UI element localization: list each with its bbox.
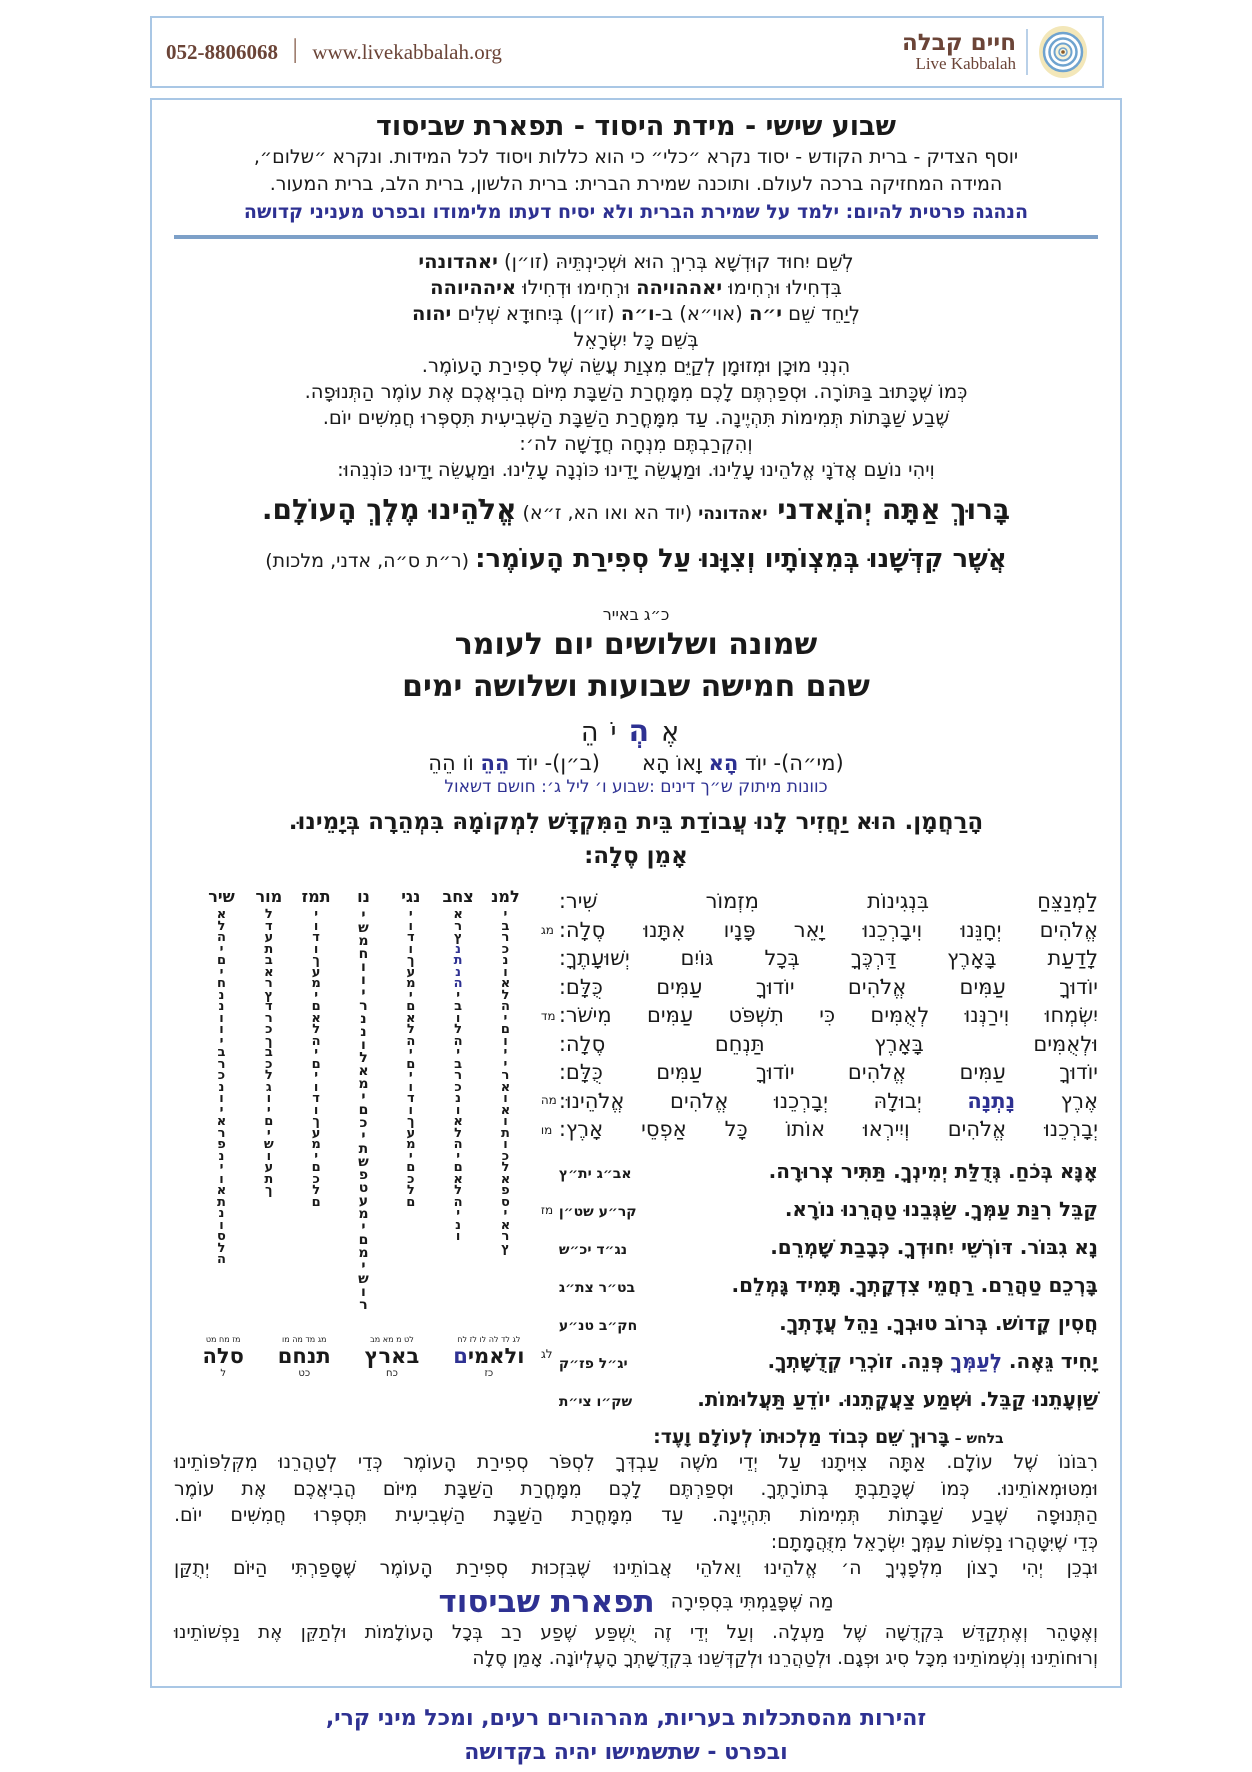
holy-name-acronym: אב״ג ית״ץ: [558, 1165, 632, 1182]
holy-name-acronym: בט״ר צת״ג: [558, 1279, 636, 1296]
menorah-branch: א ר ץ נ ת נ ה י ב ו ל ה י ב ר כ נ ו א ל ה י ם א ל ה י נ ו: [453, 907, 463, 1244]
leshem-line6: כְּמוֹ שֶׁכָּתוּב בַּתּוֹרָה. וּסְפַרְתֶּם לָכֶם מִמָּחֳרַת הַשַּׁבָּת מִיּוֹם הֲבִיאֲכֶם אֶת עוֹמֶר הַתְּנוּפָה.: [304, 380, 968, 403]
divine-name: ו״ה: [620, 302, 655, 325]
daily-practice-note: הנהגה פרטית להיום: ילמד על שמירת הברית ולא יסיח דעתו מלימודו ובפרט מעניני קדושה: [243, 201, 1029, 223]
highlighted-letter: הְ: [628, 714, 662, 749]
ana-bekoach-line: קַבֵּל רִנַּת עַמְּךָ. שַׂגְּבֵנוּ טַהֲרֵנוּ נוֹרָא. קר״ע שט״ן: [559, 1192, 1098, 1230]
margin-count-letter: לג: [540, 1347, 553, 1361]
menorah-header: צחב: [442, 887, 474, 906]
brand-text: [902, 31, 1016, 73]
ribono-line: וּמִטּוּמְאוֹתֵינוּ. כְּמוֹ שֶׁכָּתַבְתָּ בְּתוֹרָתֶךָ. וּסְפַרְתֶּם לָכֶם מִמָּחֳרַת הַשַּׁבָּת מִיּוֹם הֲבִיאֲכֶם אֶת עוֹמֶר: [174, 1477, 1098, 1500]
psalm-verse-highlighted: אֶרֶץ נָתְנָה יְבוּלָהּ יְבָרְכֵנוּ אֱלֹהִים אֱלֹהֵינוּ:: [558, 1088, 1098, 1113]
whisper-line: בלחש – בָּרוּךְ שֵׁם כְּבוֹד מַלְכוּתוֹ לְעוֹלָם וָעֶד:: [653, 1425, 1004, 1448]
closing-prayer: [174, 1620, 1098, 1672]
holy-name-acronym: יג״ל פז״ק: [558, 1355, 628, 1372]
psalm-verse: יִשְׂמְחוּ וִירַנְּנוּ לְאֻמִּים כִּי תִשְׁפֹּט עַמִּים מִישֹׁר:: [558, 1003, 1098, 1027]
divine-name: יאהדונהי: [698, 504, 768, 524]
psalm-verse: אֱלֹהִים יְחָנֵּנוּ וִיבָרְכֵנוּ יָאֵר פָּנָיו אִתָּנוּ סֶלָה:: [558, 917, 1098, 942]
closing-line: וְאֶטָּהֵר וְאֶתְקַדֵּשׁ בִּקְדֻשָּׁה שֶׁל מַעְלָה. וְעַל יְדֵי זֶה יֻשְׁפַּע שֶׁפַע רַב בְּכָל הָעוֹלָמוֹת וּלְתַקֵּן אֶת נַפְשׁוֹתֵינוּ: [174, 1621, 1098, 1643]
hebrew-date: כ״ג באייר: [602, 605, 670, 624]
divine-name: י״ה: [748, 302, 782, 325]
section-divider: [174, 235, 1098, 239]
footer-line1: זהירות מהסתכלות בעריות, מהרהורים רעים, ומכל מיני קרי,: [325, 1706, 927, 1731]
holy-name-acronym: שק״ו צי״ת: [558, 1393, 633, 1410]
menorah-branch: ל ד ע ת ב א ר ץ ד ר כ ך ב כ ל ג ו י ם י ש ו ע ת ך: [263, 907, 274, 1198]
psalm-verse: וּלְאֻמִּים בָּאָרֶץ תַּנְחֵם סֶלָה:: [558, 1031, 1098, 1056]
holy-name-acronym: חק״ב טנ״ע: [558, 1317, 638, 1334]
contact-info: [166, 40, 502, 65]
menorah-header: נגי: [401, 887, 421, 906]
menorah-header: נו: [357, 887, 370, 906]
footer-warning: [0, 1702, 1252, 1770]
ana-bekoach-line: בָּרְכֵם טַהֲרֵם. רַחֲמֵי צִדְקָתְךָ. תָּמִיד גָּמְלֵם. בט״ר צת״ג: [559, 1268, 1098, 1306]
margin-count-letter: מז: [540, 1203, 554, 1217]
leshem-line9: וִיהִי נוֹעַם אֲדֹנָי אֱלֹהֵינוּ עָלֵינוּ. וּמַעֲשֵׂה יָדֵינוּ כּוֹנְנָה עָלֵינוּ. וּמַעֲשֵׂה יָדֵינוּ כּוֹנְנֵהוּ:: [337, 458, 935, 481]
menorah-branch: י ו ד ו ך ע מ י ם א ל ה י ם י ו ד ו ך ע מ י ם כ ל ם: [406, 907, 416, 1210]
footer-line2: ובפרט - שתשמישו יהיה בקדושה: [464, 1740, 788, 1765]
leshem-line4: בְּשֵׁם כָּל יִשְׂרָאֵל: [573, 328, 699, 351]
header: [150, 16, 1104, 88]
brand-name-english: Live Kabbalah: [915, 54, 1016, 74]
menorah-column: [174, 887, 553, 1443]
ana-bekoach-line: חֲסִין קָדוֹשׁ. בְּרוֹב טוּבְךָ. נַהֵל עֲדָתְךָ. חק״ב טנ״ע: [559, 1306, 1098, 1344]
menorah-header: תמז: [301, 887, 331, 906]
menorah-branch: א ל ה י ם י ח נ נ ו ו י ב ר כ נ ו י א ר פ נ י ו א ת נ ו ס ל ה: [216, 907, 227, 1267]
margin-count-letter: מו: [540, 1123, 553, 1137]
divine-name: יהוה: [412, 302, 452, 325]
leshem-line7: שֶׁבַע שַׁבָּתוֹת תְּמִימוֹת תִּהְיֶינָה. עַד מִמָּחֳרַת הַשַּׁבָּת הַשְּׁבִיעִית תִּסְפְּרוּ חֲמִשִּׁים יוֹם.: [322, 406, 950, 429]
menorah-base-word: לט מ מא מב בארץ כח: [364, 1335, 420, 1379]
phone-number: 052-8806068: [166, 39, 278, 64]
ana-bekoach-line: נָא גִבּוֹר. דּוֹרְשֵׁי יִחוּדְךָ. כְּבָבַת שָׁמְרֵם. נג״ד יכ״ש: [559, 1230, 1098, 1268]
menorah-branch: י ו ד ו ך ע מ י ם א ל ה י ם י ו ד ו ך ע מ י ם כ ל ם: [311, 907, 321, 1210]
leshem-line1: לְשֵׁם יִחוּד קוּדְשָׁא בְּרִיךְ הוּא וּשְׁכִינְתֵּיהּ (זו״ן) יאהדונהי: [418, 250, 854, 273]
spiral-logo-icon: [1038, 25, 1088, 79]
menorah-base-word: לג לד לה לו לז לח ולאמים כז: [453, 1335, 525, 1379]
leshem-yichud-prayer: [174, 249, 1098, 483]
holy-name-acronym: נג״ד יכ״ש: [558, 1241, 628, 1258]
ribono-line: הַתְּנוּפָה שֶׁבַע שַׁבָּתוֹת תְּמִימוֹת תִּהְיֶינָה. עַד מִמָּחֳרַת הַשַּׁבָּת הַשְּׁבִיעִית תִּסְפְּרוּ חֲמִשִּׁים יוֹם.: [174, 1504, 1098, 1526]
lamnatzeach-menorah: [198, 887, 528, 1443]
margin-count-letter: מד: [540, 1009, 556, 1023]
divine-name: יאהדונהי: [418, 250, 498, 273]
menorah-branch: י ב ר כ נ ו א ל ה י ם ו י י ר א ו א ו ת ו כ ל א פ ס י א ר ץ: [500, 907, 511, 1256]
ribono-line: וּבְכֵן יְהִי רָצוֹן מִלְּפָנֶיךָ ה׳ אֱלֹהֵינוּ וֵאלֹהֵי אֲבוֹתֵינוּ שֶׁבִּזְכוּת סְפִירַת הָעוֹמֶר שֶׁסָּפַרְתִּי הַיּוֹם יְתֻקַּן: [174, 1557, 1098, 1579]
omer-blessing-line2: אֲשֶׁר קִדְּשָׁנוּ בְּמִצְוֹתָיו וְצִוָּנוּ עַל סְפִירַת הָעוֹמֶר: (ר״ת ס״ה, אדני, מלכות): [265, 544, 1007, 574]
leshem-line2: בִּדְחִילוּ וּרְחִימוּ יאההויהה וּרְחִימוּ וּדְחִילוּ איההיוהה: [430, 276, 842, 299]
menorah-base-word: מז מח מט סלה ל: [202, 1335, 244, 1379]
divine-name: איההיוהה: [430, 276, 517, 299]
menorah-title-fragments: [198, 887, 528, 906]
ana-bekoach-prayer: [559, 1154, 1098, 1456]
ana-bekoach-line: אָנָּא בְּכֹחַ. גְּדֻלַּת יְמִינְךָ. תַּתִּיר צְרוּרָה. אב״ג ית״ץ: [559, 1154, 1098, 1192]
psalm-section: [174, 887, 1098, 1448]
brand-name-hebrew: חיים קבלה: [901, 30, 1016, 56]
menorah-center-stem: י ש מ ח ו ו י ר נ נ ו ל א מ י ם כ י ת ש פ ט ע מ י ם מ י ש ו ר: [358, 907, 369, 1313]
menorah-branches: [198, 909, 528, 1329]
ana-bekoach-line: שַׁוְעָתֵנוּ קַבֵּל. וּשְׁמַע צַעֲקָתֵנוּ. יוֹדֵעַ תַּעֲלוּמוֹת. שק״ו צי״ת: [559, 1382, 1098, 1420]
sefirah-name: תפארת שביסוד: [438, 1583, 655, 1620]
sefirah-correction-line: [174, 1584, 1098, 1620]
leshem-line5: הִנְנִי מוּכָן וּמְזוּמָן לְקַיֵּם מִצְוַת עֲשֵׂה שֶׁל סְפִירַת הָעוֹמֶר.: [421, 354, 851, 377]
psalm-verse: לָדַעַת בָּאָרֶץ דַּרְכֶּךָ בְּכָל גּוֹיִם יְשׁוּעָתֶךָ:: [558, 946, 1098, 970]
omer-count-line1: שמונה ושלושים יום לעומר: [454, 627, 818, 662]
margin-count-letter: מה: [540, 1093, 557, 1107]
website-link[interactable]: www.livekabbalah.org: [312, 39, 502, 64]
ribono-shel-olam-prayer: [174, 1449, 1098, 1582]
psalm67-text-column: [540, 887, 1098, 1448]
psalm-verse: לַמְנַצֵּחַ בִּנְגִינוֹת מִזְמוֹר שִׁיר:: [558, 889, 1098, 913]
highlighted-letter: ם: [453, 1344, 468, 1368]
omer-count-line2: שהם חמישה שבועות ושלושה ימים: [402, 669, 870, 704]
margin-count-letter: מג: [540, 923, 554, 937]
brand-divider: [1026, 29, 1028, 75]
menorah-base: [198, 1335, 528, 1379]
closing-line: וְרוּחוֹתֵינוּ וְנִשְׁמוֹתֵינוּ מִכָּל סִיג וּפְגָם. וּלְטַהֲרֵנוּ וּלְקַדְּשֵׁנוּ בִּקְדֻשָּׁתְךָ הָעֶלְיוֹנָה. אָמֵן סֶלָה: [472, 1647, 1098, 1669]
divine-name: יאההויהה: [636, 276, 723, 299]
holy-name-acronym: קר״ע שט״ן: [558, 1203, 637, 1220]
highlighted-word: לְעַמְּךָ: [950, 1348, 1002, 1373]
psalm-verse: יוֹדוּךָ עַמִּים אֱלֹהִים יוֹדוּךָ עַמִּים כֻּלָּם:: [558, 974, 1098, 999]
contact-separator: ׀: [289, 39, 302, 64]
ribono-line: רִבּוֹנוֹ שֶׁל עוֹלָם. אַתָּה צִוִּיתָנוּ עַל יְדֵי מֹשֶׁה עַבְדְּךָ לִסְפֹּר סְפִירַת הָעוֹמֶר כְּדֵי לְטַהֲרֵנוּ מִקְּלִפּוֹתֵינוּ: [174, 1451, 1098, 1473]
leshem-line8: וְהִקְרַבְתֶּם מִנְחָה חֲדָשָׁה לה׳:: [519, 432, 753, 455]
highlighted-word: נָתְנָה: [967, 1088, 1016, 1113]
main-content: [150, 98, 1122, 1688]
kavanot-note: כוונות מיתוק ש״ך דינים :שבוע ו׳ ליל ג׳: חושם דשאול: [444, 777, 828, 797]
sefirah-lead-text: מַה שֶּׁפָּגַמְתִּי בִּסְפִירָה: [670, 1590, 834, 1612]
menorah-header: שיר: [208, 887, 235, 906]
intro-text-line2: המידה המחזיקה ברכה לעולם. ותוכנה שמירת הברית: ברית הלשון, ברית הלב, ברית המעור.: [269, 173, 1003, 195]
ribono-line: כְּדֵי שֶׁיִּטָּהֲרוּ נַפְשׁוֹת עַמְּךָ יִשְׂרָאֵל מִזֻּהֲמָתָם:: [770, 1530, 1098, 1553]
ehyeh-name: אֶהְיֹהֵ: [580, 714, 692, 749]
omer-blessing-line1: בָּרוּךְ אַתָּה יְהֹוָאדני יאהדונהי (יוד הא ואו הא, ז״א) אֱלֹהֵינוּ מֶלֶךְ הָעוֹלָם.: [261, 493, 1011, 526]
ana-bekoach-line-highlighted: יָחִיד גֵּאֶה. לְעַמְּךָ פְּנֵה. זוֹכְרֵי קְדֻשָּׁתְךָ. יג״ל פז״ק: [559, 1344, 1098, 1382]
page-title: שבוע שישי - מידת היסוד - תפארת שביסוד: [376, 111, 896, 142]
menorah-header: למנ: [491, 887, 520, 906]
amen-selah-line: אָמֵן סֶלָה:: [584, 843, 688, 869]
psalm-verse: יוֹדוּךָ עַמִּים אֱלֹהִים יוֹדוּךָ עַמִּים כֻּלָּם:: [558, 1060, 1098, 1084]
psalm-verse: יְבָרְכֵנוּ אֱלֹהִים וְיִירְאוּ אוֹתוֹ כָּל אַפְסֵי אָרֶץ:: [558, 1117, 1098, 1141]
menorah-header: מור: [255, 887, 283, 906]
intro-text-line1: יוסף הצדיק - ברית הקודש - יסוד נקרא ״כלי״ כי הוא כללות ויסוד לכל המידות. ונקרא ״שלום״,: [253, 146, 1019, 168]
highlighted-name-part: הֵהֵ: [480, 751, 510, 775]
harachaman-line: הָרַחֲמָן. הוּא יַחֲזִיר לָנוּ עֲבוֹדַת בֵּית הַמִּקְדָּשׁ לִמְקוֹמָהּ בִּמְהֵרָה בְּיָמֵינוּ.: [288, 809, 984, 835]
highlighted-name-part: הָא: [708, 751, 739, 775]
leshem-line3: לְיַחֵד שֵׁם י״ה (אוי״א) ב-ו״ה (זו״ן) בְּיִחוּדָא שְׁלִים יהוה: [412, 302, 860, 325]
menorah-base-word: מג מד מה מו תנחם כט: [277, 1335, 331, 1379]
brand: [902, 25, 1088, 79]
divine-names-spelling: (מי״ה)- יוֹד הָא וָאוֹ הָא(ב״ן)- יוֹד הֵהֵ וֹו הֵהֵ: [428, 751, 844, 775]
